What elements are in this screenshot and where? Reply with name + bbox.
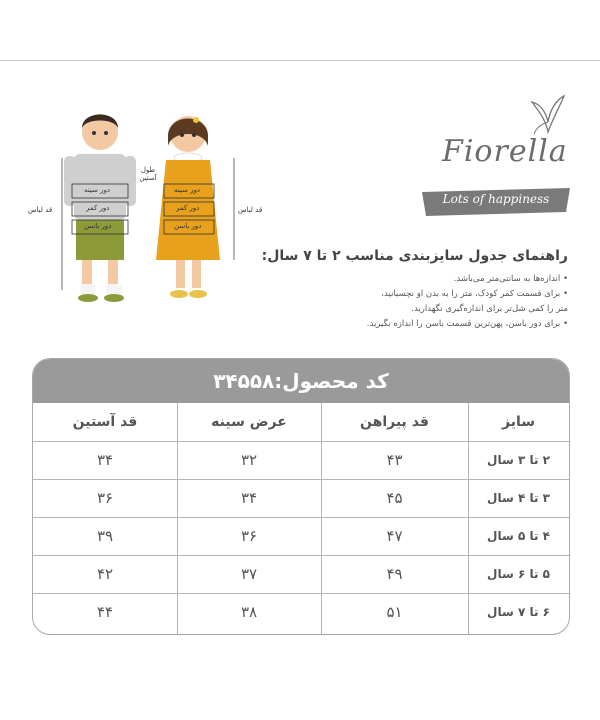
cell-sleeve-length: ۴۲ (96, 565, 114, 583)
brand-logo (418, 92, 578, 222)
boy-waist-label: دور کمر (86, 204, 110, 212)
header-dress-length: قد پیراهن (360, 414, 429, 430)
row-divider (33, 479, 569, 480)
column-divider (468, 403, 469, 634)
cell-dress-length: ۴۵ (386, 489, 403, 507)
guide-note: • برای دور باسن، پهن‌ترین قسمت باسن را اندازه بگیرید. (366, 319, 568, 329)
table-row (33, 593, 569, 631)
guide-note: متر را کمی شل‌تر برای اندازه‌گیری نگهدارید. (411, 304, 568, 314)
size-table (32, 358, 570, 635)
column-divider (321, 403, 322, 634)
size-illustration (28, 100, 268, 310)
boy-chest-label: دور سینه (84, 186, 110, 194)
header-chest-width: عرض سینه (211, 414, 287, 430)
boy-height-label: قد لباس (28, 206, 53, 214)
size-guide-title: راهنمای جدول سایزبندی مناسب ۲ تا ۷ سال: (261, 248, 568, 264)
cell-dress-length: ۴۷ (386, 527, 403, 545)
row-divider (33, 593, 569, 594)
header-size: سایز (502, 414, 535, 430)
girl-chest-label: دور سینه (174, 186, 200, 194)
cell-size: ۶ تا ۷ سال (487, 605, 550, 619)
table-header-row (33, 403, 569, 441)
guide-note: • اندازه‌ها به سانتی‌متر می‌باشد. (453, 274, 568, 284)
table-row (33, 517, 569, 555)
cell-chest-width: ۳۲ (240, 451, 258, 469)
row-divider (33, 555, 569, 556)
table-row (33, 479, 569, 517)
cell-size: ۳ تا ۴ سال (487, 491, 550, 505)
cell-size: ۴ تا ۵ سال (487, 529, 550, 543)
boy-sleeve-label: طول آستین (139, 166, 157, 182)
kids-figures (28, 100, 268, 310)
table-row (33, 555, 569, 593)
column-divider (177, 403, 178, 634)
brand-name: Fiorella (442, 134, 568, 169)
cell-size: ۲ تا ۳ سال (487, 453, 550, 467)
butterfly-icon (528, 92, 568, 136)
header-sleeve-length: قد آستین (72, 414, 138, 430)
cell-size: ۵ تا ۶ سال (487, 567, 550, 581)
boy-hip-label: دور باسن (84, 222, 112, 230)
brand-tagline: Lots of happiness (442, 192, 550, 206)
cell-dress-length: ۵۱ (386, 603, 403, 621)
cell-chest-width: ۳۸ (240, 603, 258, 621)
row-divider (33, 441, 569, 442)
girl-waist-label: دور کمر (176, 204, 200, 212)
cell-sleeve-length: ۴۴ (96, 603, 114, 621)
cell-chest-width: ۳۶ (240, 527, 258, 545)
size-guide-notes (278, 272, 568, 332)
cell-dress-length: ۴۳ (386, 451, 403, 469)
cell-sleeve-length: ۳۴ (96, 451, 114, 469)
girl-height-label: قد لباس (238, 206, 263, 214)
product-code-title: کد محصول:۳۴۵۵۸ (213, 369, 389, 393)
girl-hip-label: دور باسن (174, 222, 202, 230)
top-divider (0, 60, 600, 61)
cell-sleeve-length: ۳۹ (96, 527, 114, 545)
table-header (33, 359, 569, 403)
cell-dress-length: ۴۹ (386, 565, 403, 583)
cell-chest-width: ۳۷ (240, 565, 258, 583)
cell-sleeve-length: ۳۶ (96, 489, 114, 507)
cell-chest-width: ۳۴ (240, 489, 258, 507)
table-row (33, 441, 569, 479)
guide-note: • برای قسمت کمر کودک، متر را به بدن او نچسبانید، (381, 289, 568, 299)
row-divider (33, 517, 569, 518)
